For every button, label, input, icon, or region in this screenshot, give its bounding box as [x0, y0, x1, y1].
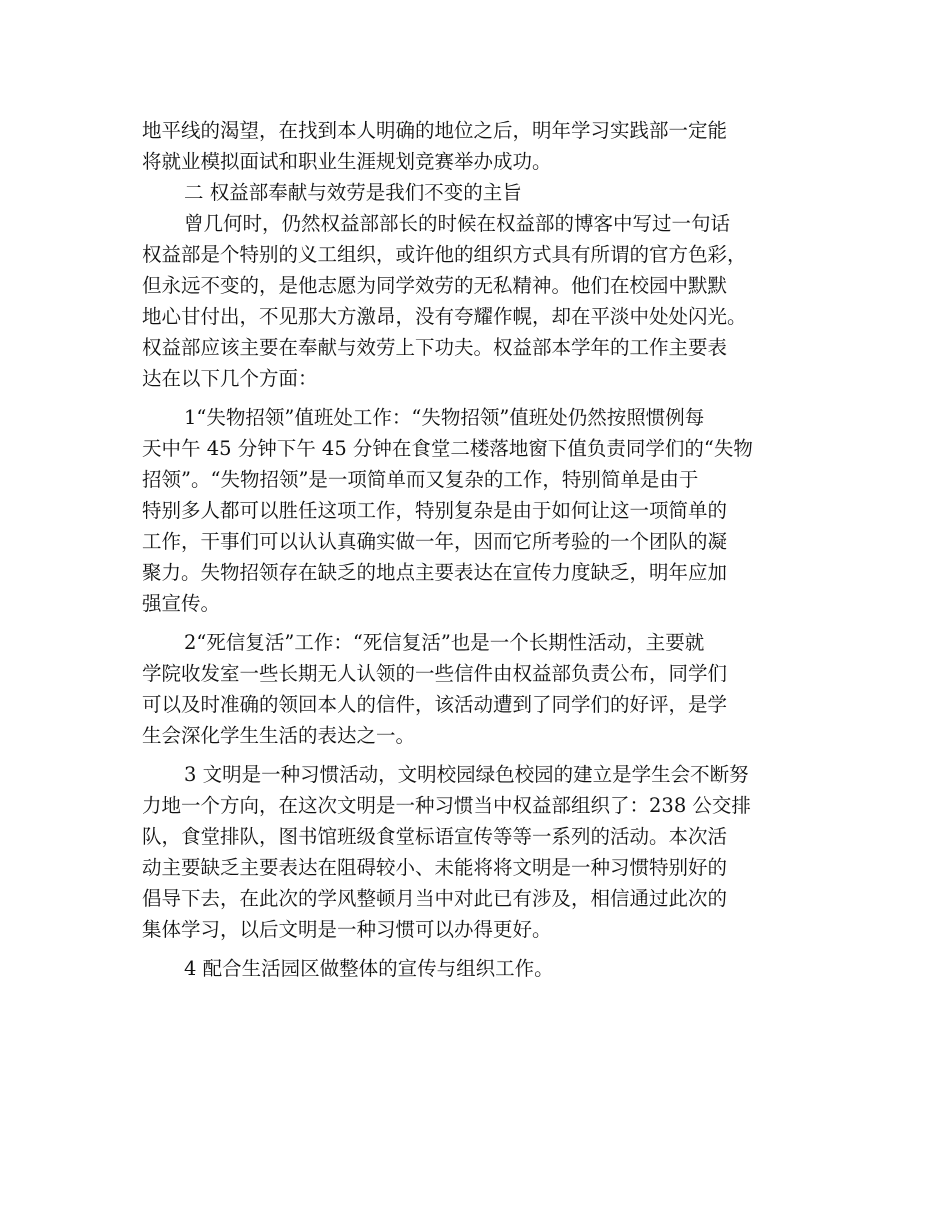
- intro-paragraph: [142, 115, 810, 177]
- text-line: 地平线的渴望，在找到本人明确的地位之后，明年学习实践部一定能: [142, 119, 728, 142]
- text-line: 力地一个方向，在这次文明是一种习惯当中权益部组织了：238 公交排: [142, 794, 751, 817]
- document-body: [142, 115, 810, 984]
- text-line: 倡导下去，在此次的学风整顿月当中对此已有涉及，相信通过此次的: [142, 887, 728, 910]
- text-line: 地心甘付出，不见那大方激昂，没有夸耀作幌，却在平淡中处处闪光。: [142, 305, 747, 328]
- text-line: 1“失物招领”值班处工作：“失物招领”值班处仍然按照惯例每: [184, 406, 705, 429]
- text-line: 天中午 45 分钟下午 45 分钟在食堂二楼落地窗下值负责同学们的“失物: [142, 437, 753, 460]
- text-line: 特别多人都可以胜任这项工作，特别复杂是由于如何让这一项简单的: [142, 499, 728, 522]
- text-line: 但永远不变的，是他志愿为同学效劳的无私精神。他们在校园中默默: [142, 274, 728, 297]
- text-line: 2“死信复活”工作：“死信复活”也是一个长期性活动，主要就: [184, 631, 705, 654]
- text-line: 将就业模拟面试和职业生涯规划竞赛举办成功。: [142, 150, 552, 173]
- text-line: 学院收发室一些长期无人认领的一些信件由权益部负责公布，同学们: [142, 662, 728, 685]
- item-1-paragraph: [142, 402, 810, 619]
- item-3-paragraph: [142, 759, 810, 945]
- section-heading: 二 权益部奉献与效劳是我们不变的主旨: [184, 181, 522, 204]
- text-line: 3 文明是一种习惯活动，文明校园绿色校园的建立是学生会不断努: [184, 763, 749, 786]
- text-line: 4 配合生活园区做整体的宣传与组织工作。: [184, 957, 554, 980]
- text-line: 动主要缺乏主要表达在阻碍较小、未能将将文明是一种习惯特别好的: [142, 856, 728, 879]
- text-line: 可以及时准确的领回本人的信件，该活动遭到了同学们的好评，是学: [142, 693, 728, 716]
- text-line: 达在以下几个方面：: [142, 367, 318, 390]
- text-line: 生会深化学生生活的表达之一。: [142, 724, 416, 747]
- text-line: 集体学习，以后文明是一种习惯可以办得更好。: [142, 918, 552, 941]
- text-line: 招领”。“失物招领”是一项简单而又复杂的工作，特别简单是由于: [142, 468, 699, 491]
- text-line: 工作，干事们可以认认真确实做一年，因而它所考验的一个团队的凝: [142, 530, 728, 553]
- text-line: 曾几何时，仍然权益部部长的时候在权益部的博客中写过一句话: [184, 212, 731, 235]
- text-line: 权益部是个特别的义工组织，或许他的组织方式具有所谓的官方色彩，: [142, 243, 747, 266]
- text-line: 队，食堂排队，图书馆班级食堂标语宣传等等一系列的活动。本次活: [142, 825, 728, 848]
- text-line: 聚力。失物招领存在缺乏的地点主要表达在宣传力度缺乏，明年应加: [142, 561, 728, 584]
- item-2-paragraph: [142, 627, 810, 751]
- main-paragraph: [142, 208, 810, 394]
- text-line: 权益部应该主要在奉献与效劳上下功夫。权益部本学年的工作主要表: [142, 336, 728, 359]
- item-4-paragraph: [142, 953, 810, 984]
- text-line: 强宣传。: [142, 592, 221, 615]
